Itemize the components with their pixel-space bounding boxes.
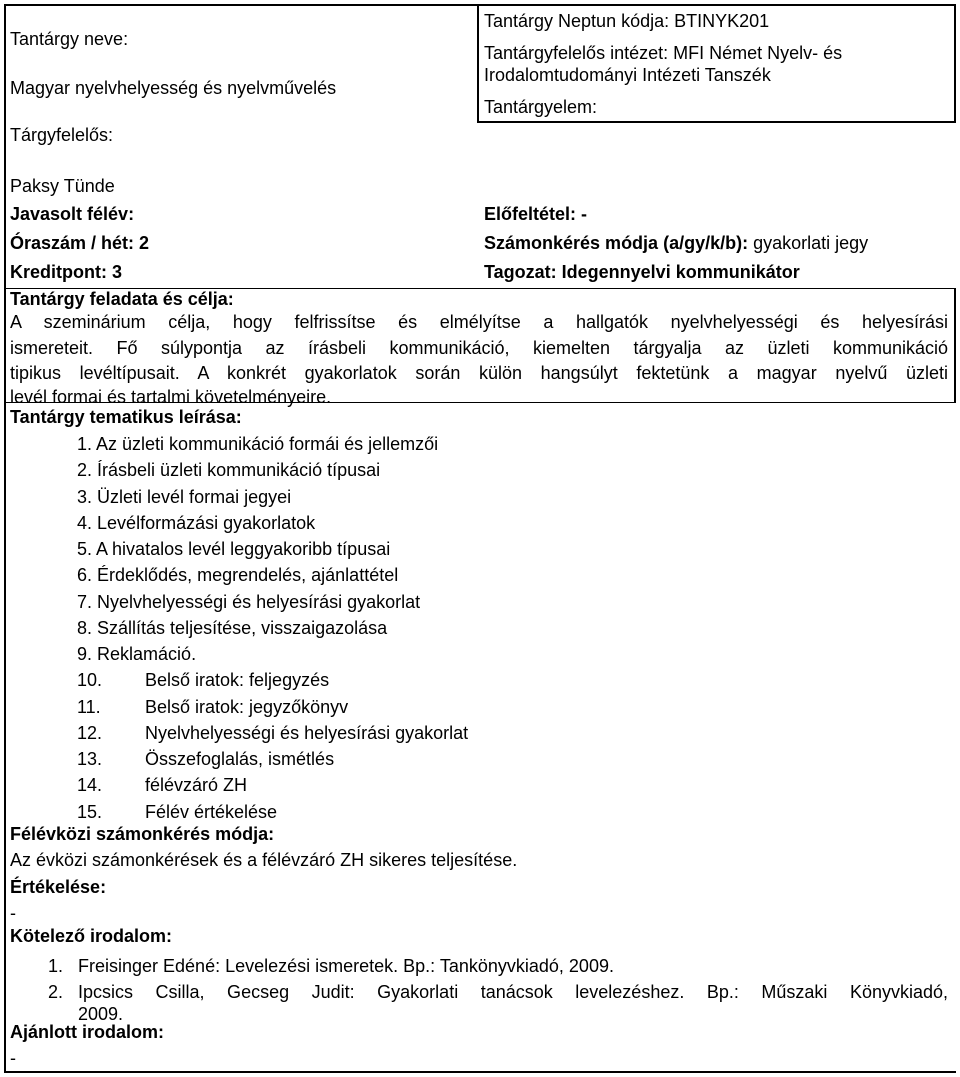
topics-heading: Tantárgy tematikus leírása: (10, 407, 242, 427)
border-header-bottom (477, 121, 956, 123)
border-right-purpose (954, 288, 956, 403)
list-item-continuation: 2009. (78, 1004, 124, 1024)
subject-name: Magyar nyelvhelyesség és nyelvművelés (10, 78, 337, 98)
element-label: Tantárgyelem: (484, 97, 598, 117)
assessment-value: gyakorlati jegy (753, 233, 869, 253)
list-item-num: 2. (48, 982, 64, 1002)
required-lit-heading: Kötelező irodalom: (10, 926, 173, 946)
border-top-left-cell (4, 4, 478, 6)
list-item: Ipcsics Csilla, Gecseg Judit: Gyakorlati tanácsok levelezéshez. Bp.: Műszaki Könyvkiadó, (78, 982, 948, 1002)
assessment (484, 232, 868, 254)
semester-label: Javasolt félév: (10, 204, 135, 224)
list-item: 14. félévzáró ZH (77, 775, 248, 795)
list-item: 8. Szállítás teljesítése, visszaigazolása (77, 618, 388, 638)
list-item: 9. Reklamáció. (77, 644, 197, 664)
list-item: 6. Érdeklődés, megrendelés, ajánlattétel (77, 565, 399, 585)
purpose-line-4: levél formai és tartalmi követelményeire. (10, 387, 332, 407)
list-item: 7. Nyelvhelyességi és helyesírási gyakorlat (77, 592, 421, 612)
list-item: 15. Félév értékelése (77, 802, 278, 822)
border-left (4, 4, 6, 1073)
hours-label: Óraszám / hét: 2 (10, 233, 150, 253)
responsible-label: Tárgyfelelős: (10, 125, 114, 145)
neptun-code: Tantárgy Neptun kódja: BTINYK201 (484, 11, 770, 31)
border-right-top (954, 4, 956, 122)
list-item: 3. Üzleti levél formai jegyei (77, 487, 292, 507)
list-item: 5. A hivatalos levél leggyakoribb típusai (77, 539, 391, 559)
list-item: 2. Írásbeli üzleti kommunikáció típusai (77, 460, 381, 480)
evaluation-heading: Értékelése: (10, 877, 107, 897)
list-item: 1. Freisinger Edéné: Levelezési ismeretek. Bp.: Tankönyvkiadó, 2009. (48, 956, 614, 976)
midterm-text: Az évközi számonkérések és a félévzáró ZH sikeres teljesítése. (10, 850, 518, 870)
recommended-lit-heading: Ajánlott irodalom: (10, 1022, 164, 1042)
recommended-lit-text: - (10, 1048, 16, 1068)
list-item: 11. Belső iratok: jegyzőkönyv (77, 697, 349, 717)
purpose-heading: Tantárgy feladata és célja: (10, 289, 234, 309)
credits-label: Kreditpont: 3 (10, 262, 122, 282)
subject-name-label: Tantárgy neve: (10, 29, 129, 49)
purpose-line-2: ismereteit. Fő súlypontja az írásbeli kommunikáció, kiemelten tárgyalja az üzleti kommunikáció (10, 338, 948, 358)
list-item: 1. Az üzleti kommunikáció formái és jellemzői (77, 434, 439, 454)
assessment-label: Számonkérés módja (a/gy/k/b): (484, 233, 749, 253)
border-top-right-cell (477, 4, 956, 6)
track-label: Tagozat: Idegennyelvi kommunikátor (484, 262, 800, 282)
list-item: 4. Levélformázási gyakorlatok (77, 513, 316, 533)
institute-line-1: Tantárgyfelelős intézet: MFI Német Nyelv- és (484, 43, 843, 63)
purpose-line-3: tipikus levéltípusait. A konkrét gyakorlatok során külön hangsúlyt fektetünk a magyar nyelvű üzleti (10, 363, 948, 383)
responsible-name: Paksy Tünde (10, 176, 115, 196)
border-divider-header (477, 4, 479, 122)
list-item: 10. Belső iratok: feljegyzés (77, 670, 330, 690)
midterm-heading: Félévközi számonkérés módja: (10, 824, 275, 844)
purpose-line-1: A szeminárium célja, hogy felfrissítse és elmélyítse a hallgatók nyelvhelyességi és helyesírási (10, 312, 948, 332)
prereq-label: Előfeltétel: - (484, 204, 588, 224)
border-bottom (4, 1071, 956, 1073)
list-item: 13. Összefoglalás, ismétlés (77, 749, 335, 769)
evaluation-text: - (10, 903, 16, 923)
institute-line-2: Irodalomtudományi Intézeti Tanszék (484, 65, 771, 85)
list-item: 12. Nyelvhelyességi és helyesírási gyakorlat (77, 723, 469, 743)
